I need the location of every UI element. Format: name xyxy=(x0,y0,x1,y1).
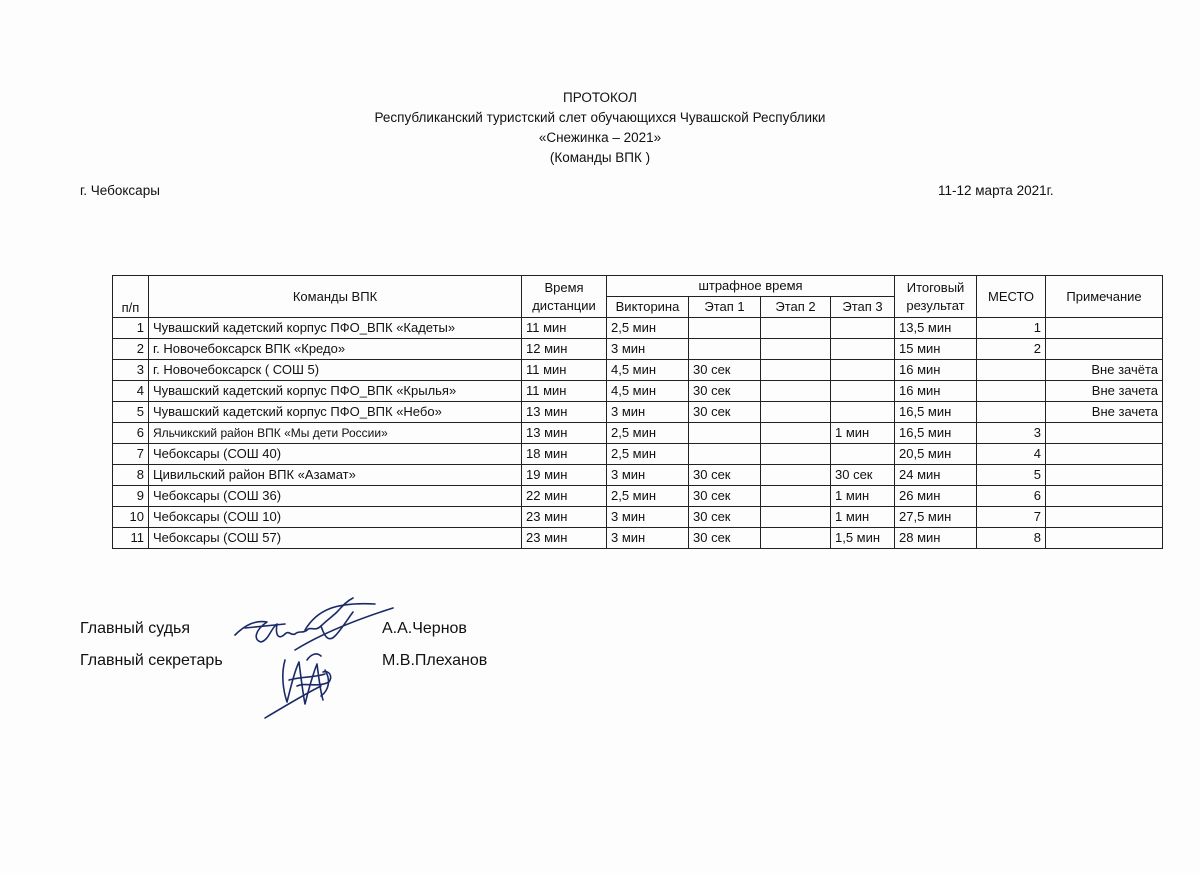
row-num: 5 xyxy=(113,402,149,423)
row-note xyxy=(1046,528,1163,549)
row-stage1 xyxy=(689,423,761,444)
header-result-line1: Итоговый xyxy=(906,279,965,295)
event-name: Республиканский туристский слет обучающихся Чувашской Республики xyxy=(374,110,826,125)
row-num: 4 xyxy=(113,381,149,402)
row-stage1 xyxy=(689,318,761,339)
event-subtitle: «Снежинка – 2021» xyxy=(538,130,662,145)
row-result: 16,5 мин xyxy=(895,402,977,423)
row-num: 9 xyxy=(113,486,149,507)
row-num: 6 xyxy=(113,423,149,444)
row-quiz: 2,5 мин xyxy=(607,318,689,339)
row-quiz: 2,5 мин xyxy=(607,423,689,444)
row-note: Вне зачёта xyxy=(1046,360,1163,381)
row-note xyxy=(1046,423,1163,444)
header-stage2: Этап 2 xyxy=(761,297,831,318)
row-stage3 xyxy=(831,402,895,423)
row-quiz: 4,5 мин xyxy=(607,360,689,381)
row-quiz: 3 мин xyxy=(607,402,689,423)
row-result: 20,5 мин xyxy=(895,444,977,465)
row-stage3: 1 мин xyxy=(831,486,895,507)
row-place: 3 xyxy=(977,423,1046,444)
row-stage3 xyxy=(831,339,895,360)
row-time: 11 мин xyxy=(522,381,607,402)
row-time: 19 мин xyxy=(522,465,607,486)
document-header xyxy=(0,88,1200,168)
row-quiz: 2,5 мин xyxy=(607,444,689,465)
row-stage2 xyxy=(761,339,831,360)
row-place: 2 xyxy=(977,339,1046,360)
row-note xyxy=(1046,339,1163,360)
row-stage2 xyxy=(761,507,831,528)
city-label: г. Чебоксары xyxy=(80,183,160,198)
row-team: г. Новочебоксарск ( СОШ 5) xyxy=(149,360,522,381)
row-stage3: 1 мин xyxy=(831,507,895,528)
row-note xyxy=(1046,486,1163,507)
row-time: 23 мин xyxy=(522,507,607,528)
row-time: 12 мин xyxy=(522,339,607,360)
header-team: Команды ВПК xyxy=(149,276,522,318)
row-stage2 xyxy=(761,318,831,339)
row-result: 26 мин xyxy=(895,486,977,507)
row-note xyxy=(1046,444,1163,465)
row-stage2 xyxy=(761,423,831,444)
row-stage2 xyxy=(761,381,831,402)
date-label: 11-12 марта 2021г. xyxy=(938,183,1054,198)
row-time: 23 мин xyxy=(522,528,607,549)
row-stage2 xyxy=(761,528,831,549)
row-result: 13,5 мин xyxy=(895,318,977,339)
row-note xyxy=(1046,465,1163,486)
row-stage3 xyxy=(831,444,895,465)
row-stage2 xyxy=(761,402,831,423)
row-place: 1 xyxy=(977,318,1046,339)
table-row xyxy=(113,360,1163,381)
row-result: 28 мин xyxy=(895,528,977,549)
row-note: Вне зачета xyxy=(1046,381,1163,402)
row-stage1: 30 сек xyxy=(689,402,761,423)
row-place: 8 xyxy=(977,528,1046,549)
row-place: 4 xyxy=(977,444,1046,465)
row-stage2 xyxy=(761,465,831,486)
row-stage2 xyxy=(761,360,831,381)
row-quiz: 3 мин xyxy=(607,528,689,549)
row-num: 7 xyxy=(113,444,149,465)
row-stage3: 1 мин xyxy=(831,423,895,444)
row-time: 13 мин xyxy=(522,402,607,423)
row-place xyxy=(977,360,1046,381)
row-num: 10 xyxy=(113,507,149,528)
row-num: 1 xyxy=(113,318,149,339)
row-stage3: 30 сек xyxy=(831,465,895,486)
row-quiz: 3 мин xyxy=(607,507,689,528)
table-header-row xyxy=(113,276,1163,297)
header-stage3: Этап 3 xyxy=(831,297,895,318)
row-stage1 xyxy=(689,444,761,465)
row-team: Чебоксары (СОШ 10) xyxy=(149,507,522,528)
header-num: п/п xyxy=(113,276,149,318)
document-title: ПРОТОКОЛ xyxy=(563,90,637,105)
row-team: Цивильский район ВПК «Азамат» xyxy=(149,465,522,486)
chief-judge-name: А.А.Чернов xyxy=(382,620,467,637)
row-stage2 xyxy=(761,486,831,507)
row-time: 13 мин xyxy=(522,423,607,444)
category-label: (Команды ВПК ) xyxy=(549,150,651,165)
header-penalty: штрафное время xyxy=(607,276,895,297)
row-stage3 xyxy=(831,381,895,402)
row-place xyxy=(977,381,1046,402)
row-result: 16 мин xyxy=(895,381,977,402)
row-place xyxy=(977,402,1046,423)
handwritten-signatures xyxy=(225,590,405,740)
row-num: 8 xyxy=(113,465,149,486)
row-time: 18 мин xyxy=(522,444,607,465)
table-row xyxy=(113,339,1163,360)
row-note xyxy=(1046,507,1163,528)
row-note xyxy=(1046,318,1163,339)
chief-secretary-role: Главный секретарь xyxy=(80,652,223,669)
header-place: МЕСТО xyxy=(977,276,1046,318)
row-place: 7 xyxy=(977,507,1046,528)
row-stage2 xyxy=(761,444,831,465)
chief-secretary-name: М.В.Плеханов xyxy=(382,652,488,669)
table-row xyxy=(113,507,1163,528)
row-stage1: 30 сек xyxy=(689,486,761,507)
row-stage1: 30 сек xyxy=(689,528,761,549)
row-team: Яльчикский район ВПК «Мы дети России» xyxy=(149,423,522,444)
row-time: 22 мин xyxy=(522,486,607,507)
row-stage3 xyxy=(831,318,895,339)
header-note: Примечание xyxy=(1046,276,1163,318)
row-team: Чебоксары (СОШ 57) xyxy=(149,528,522,549)
row-team: Чебоксары (СОШ 40) xyxy=(149,444,522,465)
row-place: 6 xyxy=(977,486,1046,507)
results-table xyxy=(112,275,1163,549)
row-num: 2 xyxy=(113,339,149,360)
row-stage1: 30 сек xyxy=(689,360,761,381)
row-team: Чувашский кадетский корпус ПФО_ВПК «Небо» xyxy=(149,402,522,423)
row-team: Чувашский кадетский корпус ПФО_ВПК «Кадеты» xyxy=(149,318,522,339)
chief-judge-role: Главный судья xyxy=(80,620,191,637)
row-quiz: 3 мин xyxy=(607,465,689,486)
table-row xyxy=(113,465,1163,486)
header-quiz: Викторина xyxy=(607,297,689,318)
header-result xyxy=(895,276,977,318)
header-time-line1: Время xyxy=(544,279,584,295)
row-quiz: 3 мин xyxy=(607,339,689,360)
header-time-line2: дистанции xyxy=(532,297,596,313)
table-row xyxy=(113,402,1163,423)
table-row xyxy=(113,486,1163,507)
row-result: 16,5 мин xyxy=(895,423,977,444)
table-row xyxy=(113,528,1163,549)
table-row xyxy=(113,444,1163,465)
header-result-line2: результат xyxy=(906,297,965,313)
row-team: г. Новочебоксарск ВПК «Кредо» xyxy=(149,339,522,360)
row-result: 16 мин xyxy=(895,360,977,381)
row-stage1 xyxy=(689,339,761,360)
table-row xyxy=(113,423,1163,444)
row-quiz: 4,5 мин xyxy=(607,381,689,402)
row-stage1: 30 сек xyxy=(689,507,761,528)
row-stage3 xyxy=(831,360,895,381)
row-time: 11 мин xyxy=(522,360,607,381)
header-stage1: Этап 1 xyxy=(689,297,761,318)
row-result: 15 мин xyxy=(895,339,977,360)
row-result: 24 мин xyxy=(895,465,977,486)
header-time xyxy=(522,276,607,318)
row-place: 5 xyxy=(977,465,1046,486)
row-stage1: 30 сек xyxy=(689,465,761,486)
row-result: 27,5 мин xyxy=(895,507,977,528)
row-stage3: 1,5 мин xyxy=(831,528,895,549)
table-row xyxy=(113,381,1163,402)
row-num: 11 xyxy=(113,528,149,549)
row-num: 3 xyxy=(113,360,149,381)
row-team: Чувашский кадетский корпус ПФО_ВПК «Крылья» xyxy=(149,381,522,402)
row-quiz: 2,5 мин xyxy=(607,486,689,507)
row-team: Чебоксары (СОШ 36) xyxy=(149,486,522,507)
table-row xyxy=(113,318,1163,339)
row-time: 11 мин xyxy=(522,318,607,339)
row-note: Вне зачета xyxy=(1046,402,1163,423)
row-stage1: 30 сек xyxy=(689,381,761,402)
